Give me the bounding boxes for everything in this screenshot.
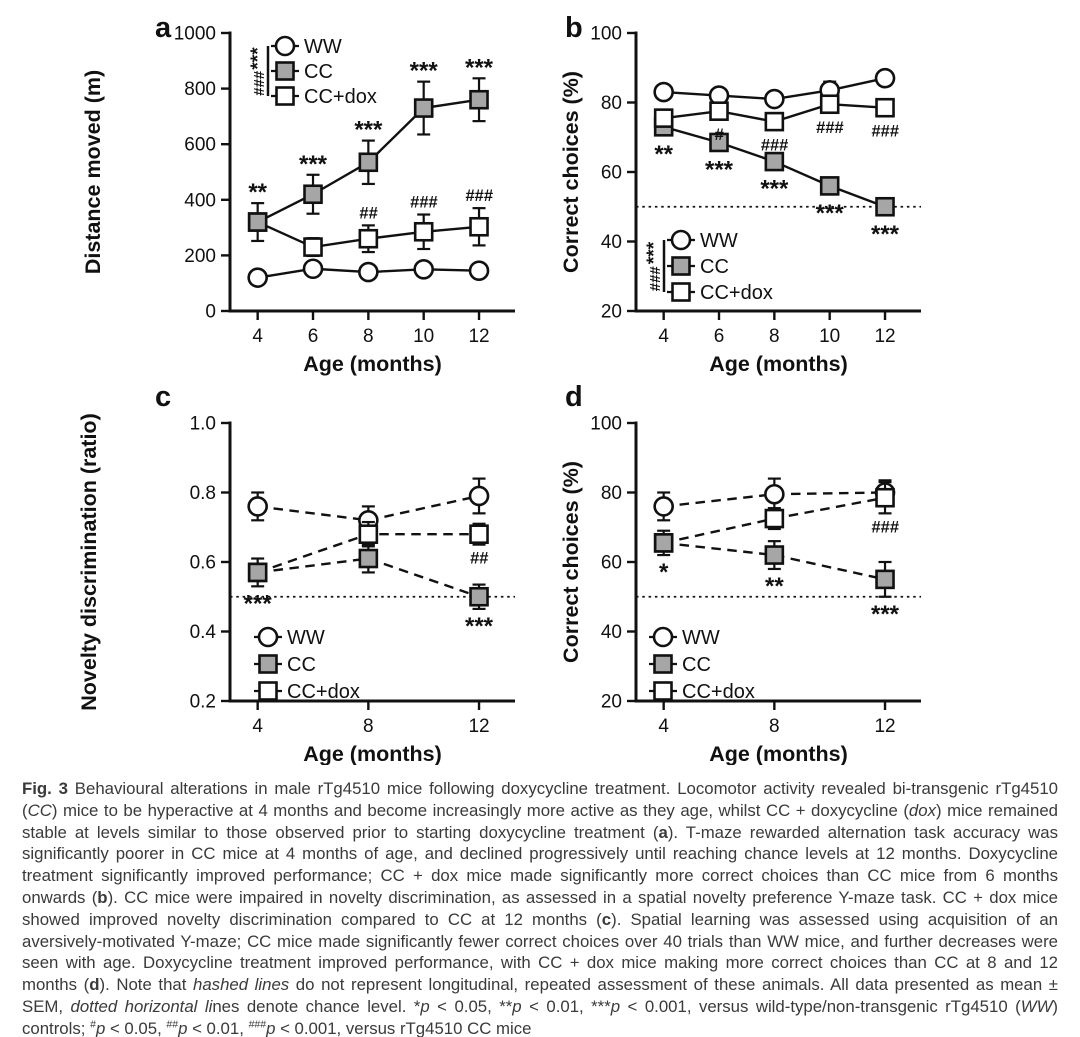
- svg-text:12: 12: [874, 326, 896, 347]
- panel-c-novelty-chart: [60, 380, 530, 765]
- svg-text:***: ***: [354, 116, 383, 144]
- svg-text:***: ***: [465, 54, 494, 82]
- svg-text:80: 80: [600, 483, 622, 504]
- panel-d-ymaze-chart: [548, 380, 1018, 765]
- svg-text:d: d: [565, 381, 583, 413]
- caption-segment: ). T-maze rewarded alternation task accuracy was significantly poorer in CC mice at 4 months of age, and declined progressively until reaching chance levels at 12 months. Doxycycline treatment significantly improved performance; CC + dox mice made significantly more correct choices than CC mice from 6 months onwards (: [22, 822, 1059, 907]
- svg-text:c: c: [155, 381, 172, 413]
- svg-text:b: b: [565, 12, 583, 44]
- chart-svg-b: [548, 5, 1018, 390]
- svg-text:###: ###: [409, 193, 438, 212]
- caption-segment: < 0.05, **: [429, 996, 513, 1016]
- svg-text:4: 4: [658, 716, 669, 737]
- caption-segment: p: [610, 996, 621, 1016]
- panel-b-tmaze-chart: [548, 5, 1018, 390]
- caption-segment: b: [97, 887, 108, 907]
- svg-text:CC: CC: [682, 654, 711, 676]
- caption-segment: dotted horizontal li: [70, 996, 213, 1016]
- svg-text:CC+dox: CC+dox: [700, 282, 773, 304]
- caption-segment: do not represent longitudinal, repeated assessment of these animals. All data presented as mean ± SEM,: [22, 975, 1058, 1016]
- svg-text:***: ***: [248, 47, 269, 70]
- svg-text:10: 10: [413, 326, 435, 347]
- svg-text:CC+dox: CC+dox: [682, 681, 755, 703]
- svg-text:***: ***: [871, 220, 900, 248]
- svg-text:WW: WW: [700, 230, 738, 252]
- svg-text:***: ***: [815, 199, 844, 227]
- svg-text:***: ***: [243, 590, 272, 618]
- svg-text:40: 40: [600, 232, 622, 253]
- svg-text:600: 600: [184, 134, 216, 156]
- svg-text:Age (months): Age (months): [709, 742, 848, 765]
- svg-text:80: 80: [600, 93, 622, 114]
- svg-text:***: ***: [644, 241, 665, 265]
- svg-text:###: ###: [760, 136, 789, 155]
- svg-text:0.4: 0.4: [189, 622, 216, 643]
- svg-text:###: ###: [465, 187, 493, 206]
- svg-text:8: 8: [769, 716, 780, 737]
- svg-text:Age (months): Age (months): [709, 352, 848, 376]
- svg-text:***: ***: [298, 150, 328, 178]
- svg-text:4: 4: [252, 716, 263, 737]
- svg-text:CC: CC: [287, 654, 316, 676]
- svg-text:20: 20: [600, 301, 622, 323]
- svg-text:6: 6: [713, 326, 725, 347]
- caption-segment: ###: [248, 1018, 267, 1031]
- caption-segment: c: [601, 909, 612, 929]
- svg-text:WW: WW: [304, 36, 342, 58]
- caption-segment: d: [89, 975, 100, 995]
- caption-segment: p: [266, 1018, 276, 1037]
- svg-text:***: ***: [409, 57, 438, 85]
- svg-text:1000: 1000: [173, 23, 216, 45]
- svg-text:800: 800: [184, 79, 216, 101]
- svg-text:Correct choices (%): Correct choices (%): [559, 461, 583, 663]
- caption-segment: p: [512, 996, 522, 1016]
- figure-caption: [22, 778, 1058, 1037]
- svg-text:Age (months): Age (months): [303, 352, 442, 376]
- caption-segment: < 0.01, ***: [521, 996, 611, 1016]
- svg-text:###: ###: [647, 266, 664, 292]
- svg-text:***: ***: [871, 600, 900, 628]
- svg-text:60: 60: [600, 162, 622, 184]
- caption-segment: p: [95, 1018, 106, 1037]
- svg-text:60: 60: [600, 552, 622, 574]
- svg-text:**: **: [248, 179, 268, 207]
- caption-segment: ) mice remained stable at levels similar to those observed prior to starting doxycycline treatment (: [22, 800, 1058, 842]
- caption-segment: Behavioural alterations in male rTg4510 mice following doxycycline treatment. Locomotor activity revealed bi-transgenic rTg4510 (: [22, 779, 1058, 820]
- svg-text:8: 8: [363, 326, 374, 347]
- caption-segment: #: [90, 1018, 96, 1031]
- svg-text:***: ***: [760, 175, 789, 203]
- svg-text:Novelty discrimination (ratio): Novelty discrimination (ratio): [77, 413, 101, 711]
- svg-text:CC+dox: CC+dox: [287, 681, 360, 703]
- svg-text:8: 8: [769, 326, 780, 347]
- svg-text:40: 40: [600, 622, 622, 643]
- svg-text:*: *: [658, 559, 669, 587]
- svg-text:##: ##: [469, 549, 489, 568]
- caption-segment: nes denote chance level. *: [212, 996, 421, 1016]
- svg-text:***: ***: [465, 612, 494, 640]
- svg-text:400: 400: [184, 190, 216, 212]
- svg-text:#: #: [714, 126, 724, 145]
- caption-segment: < 0.001, versus wild-type/non-transgenic rTg4510 (: [620, 996, 1021, 1016]
- svg-text:CC+dox: CC+dox: [304, 86, 377, 108]
- svg-text:###: ###: [871, 518, 899, 537]
- svg-text:###: ###: [815, 119, 844, 138]
- svg-text:10: 10: [819, 326, 841, 347]
- caption-segment: p: [420, 996, 430, 1016]
- svg-text:0.6: 0.6: [189, 552, 216, 574]
- panel-a-locomotor-chart: [60, 5, 530, 390]
- svg-text:WW: WW: [287, 627, 325, 649]
- svg-text:Correct choices (%): Correct choices (%): [559, 71, 583, 273]
- svg-text:8: 8: [363, 716, 374, 737]
- svg-text:100: 100: [590, 23, 622, 45]
- caption-segment: ) controls;: [22, 996, 1059, 1037]
- caption-segment: Fig. 3: [22, 779, 68, 798]
- svg-text:12: 12: [468, 326, 490, 347]
- svg-text:0.8: 0.8: [189, 483, 216, 504]
- svg-text:**: **: [654, 140, 674, 168]
- caption-segment: p: [178, 1018, 188, 1037]
- chart-svg-c: [60, 380, 530, 765]
- caption-segment: < 0.001, versus rTg4510 CC mice: [275, 1018, 532, 1037]
- caption-segment: dox: [908, 800, 936, 820]
- caption-segment: ) mice to be hyperactive at 4 months and become increasingly more active as they age, whilst CC + doxycycline (: [51, 800, 909, 820]
- caption-segment: ##: [166, 1018, 179, 1031]
- caption-segment: CC: [27, 800, 52, 820]
- svg-text:##: ##: [359, 204, 378, 223]
- svg-text:Age (months): Age (months): [303, 742, 442, 765]
- svg-text:***: ***: [704, 156, 734, 184]
- svg-text:0: 0: [205, 301, 216, 323]
- svg-text:12: 12: [468, 716, 490, 737]
- caption-segment: WW: [1020, 996, 1053, 1016]
- svg-text:a: a: [155, 12, 172, 44]
- svg-text:0.2: 0.2: [189, 691, 216, 713]
- svg-text:###: ###: [251, 70, 268, 97]
- caption-segment: a: [658, 822, 668, 842]
- svg-text:1.0: 1.0: [189, 413, 216, 435]
- svg-text:###: ###: [871, 122, 899, 141]
- svg-text:CC: CC: [304, 61, 333, 83]
- svg-text:WW: WW: [682, 627, 720, 649]
- svg-text:4: 4: [252, 326, 263, 347]
- svg-text:CC: CC: [700, 256, 729, 278]
- caption-segment: < 0.05,: [105, 1018, 167, 1037]
- caption-segment: ). Note that: [99, 975, 194, 995]
- svg-text:4: 4: [658, 326, 669, 347]
- svg-text:200: 200: [184, 245, 216, 267]
- svg-text:12: 12: [874, 716, 896, 737]
- svg-text:6: 6: [307, 326, 319, 347]
- caption-segment: hashed lines: [193, 975, 290, 995]
- svg-text:Distance moved (m): Distance moved (m): [81, 69, 105, 275]
- chart-svg-a: [60, 5, 530, 390]
- svg-text:20: 20: [600, 691, 622, 713]
- caption-segment: < 0.01,: [187, 1018, 249, 1037]
- svg-text:100: 100: [590, 413, 622, 435]
- caption-segment: ). CC mice were impaired in novelty discrimination, as assessed in a spatial novelty preference Y-maze task. CC + dox mice showed improved novelty discrimination compared to CC at 12 months (: [22, 887, 1058, 929]
- caption-segment: ). Spatial learning was assessed using acquisition of an aversively-motivated Y-maze; CC mice made significantly fewer correct choices over 40 trials than WW mice, and further decreases were seen with age. Doxycycline treatment improved performance, with CC + dox mice making more correct choices than CC at 8 and 12 months (: [22, 909, 1058, 995]
- svg-text:**: **: [765, 572, 784, 600]
- chart-svg-d: [548, 380, 1018, 765]
